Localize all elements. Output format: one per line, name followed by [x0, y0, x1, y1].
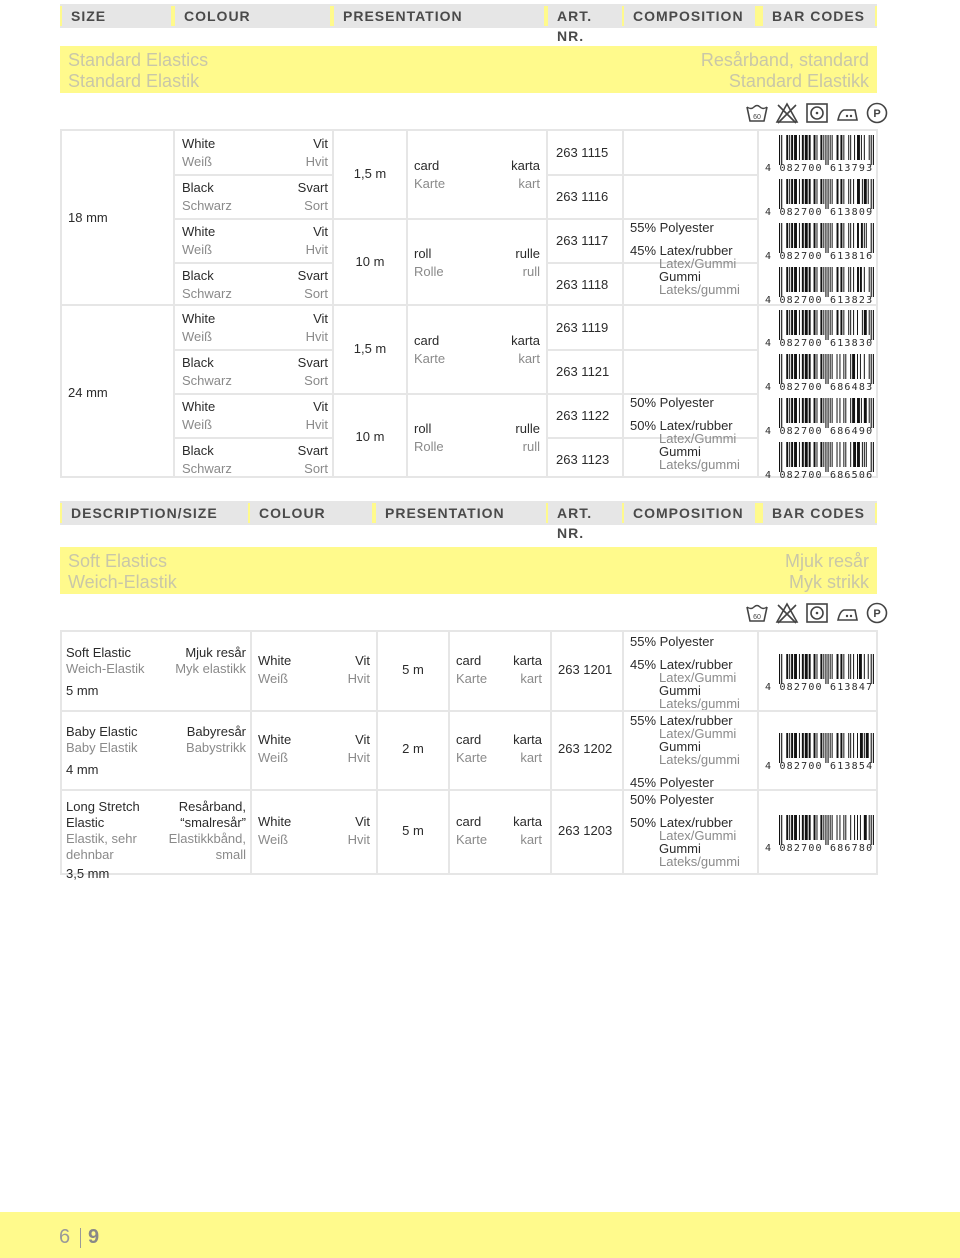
- presentation-en: card: [414, 333, 440, 348]
- header-bar-codes: BAR CODES: [763, 6, 875, 26]
- colour-name-de: Schwarz: [182, 198, 232, 213]
- header-art-nr-2: ART. NR.: [548, 503, 622, 523]
- composition-line: 55% Polyester: [630, 220, 714, 235]
- composition: [630, 793, 740, 868]
- article-number: 263 1201: [558, 661, 613, 677]
- section-title-no: Standard Elastikk: [728, 71, 869, 91]
- composition-line: 50% Polyester: [630, 395, 714, 410]
- composition-line: 55% Latex/rubber: [630, 713, 733, 728]
- colour-name-no: Hvit: [347, 749, 370, 765]
- care-symbols: [745, 102, 889, 124]
- length-label: 1,5 m: [353, 341, 387, 356]
- svg-text:60: 60: [753, 614, 761, 621]
- composition: [630, 396, 740, 471]
- colour-name-no: Hvit: [305, 329, 328, 344]
- composition-line: 45% Polyester: [630, 775, 714, 790]
- article-number: 263 1118: [556, 277, 609, 292]
- composition-line: Gummi: [659, 269, 701, 284]
- presentation-en: card: [456, 652, 482, 668]
- presentation-de: Rolle: [414, 439, 444, 454]
- product-name-en: Baby Elastic: [66, 724, 138, 739]
- colour-name-no: Sort: [304, 198, 328, 213]
- colour-name-de: Weiß: [182, 154, 213, 169]
- colour-name-en: Black: [182, 443, 214, 458]
- wash-60-icon: [745, 602, 769, 624]
- presentation-en: roll: [414, 246, 432, 261]
- presentation-no: kart: [518, 351, 540, 366]
- colour-name-no: Hvit: [347, 670, 370, 686]
- size-label: 3,5 mm: [66, 866, 110, 881]
- svg-text:P: P: [873, 608, 881, 620]
- length-label: 10 m: [355, 254, 385, 269]
- size-label: 24 mm: [68, 385, 108, 400]
- colour-name-sv: Vit: [313, 224, 328, 239]
- product-name-no: small: [215, 847, 246, 862]
- presentation-de: Karte: [456, 670, 488, 686]
- product-name-sv: Babyresår: [186, 724, 246, 739]
- barcode: [765, 135, 875, 175]
- barcode: [765, 398, 875, 438]
- column-divider: [250, 632, 252, 873]
- composition-line: Lateks/gummi: [659, 854, 740, 869]
- header-size: SIZE: [62, 6, 171, 26]
- row-divider: [173, 218, 333, 220]
- column-divider: [550, 632, 552, 873]
- barcode-number: 4 082700 686506: [765, 470, 874, 481]
- page-divider: [80, 1228, 81, 1248]
- page-number-right: 9: [88, 1226, 100, 1248]
- header-presentation-2: PRESENTATION: [376, 503, 546, 523]
- article-number: 263 1123: [556, 452, 610, 467]
- standard-elastics-table: [60, 129, 878, 481]
- composition: [630, 714, 740, 789]
- header-composition: COMPOSITION: [624, 6, 755, 26]
- composition-line: Latex/Gummi: [659, 726, 737, 741]
- article-number: 263 1122: [556, 408, 610, 423]
- section-title-band-2: [60, 547, 877, 594]
- composition-line: Gummi: [659, 683, 701, 698]
- colour-name-de: Schwarz: [182, 461, 232, 476]
- presentation-sv: rulle: [515, 246, 540, 261]
- header-description-size: DESCRIPTION/SIZE: [62, 503, 248, 523]
- barcode-number: 4 082700 613793: [765, 163, 874, 174]
- table-header-2: [60, 501, 877, 541]
- presentation-no: kart: [520, 749, 542, 765]
- product-name-de: Elastik, sehr: [66, 831, 137, 846]
- row-divider: [173, 174, 333, 176]
- section-title-de: Standard Elastik: [68, 71, 200, 91]
- colour-name-de: Schwarz: [182, 286, 232, 301]
- product-name-en: Long Stretch: [66, 799, 140, 814]
- row-divider: [173, 262, 333, 264]
- product-name-no: Babystrikk: [186, 740, 246, 755]
- svg-text:P: P: [873, 108, 881, 120]
- section-title-sv: Resårband, standard: [700, 50, 869, 70]
- tumble-dry-icon: [805, 102, 829, 124]
- colour-name-de: Weiß: [182, 242, 213, 257]
- product-name-sv: Resårband,: [178, 799, 246, 814]
- colour-name-no: Sort: [304, 373, 328, 388]
- product-name-no: Myk elastikk: [175, 661, 246, 676]
- product-name-en: Elastic: [66, 815, 105, 830]
- product-name-en: Soft Elastic: [66, 645, 132, 660]
- barcode-number: 4 082700 613823: [765, 295, 874, 306]
- colour-name-sv: Svart: [297, 443, 328, 458]
- length-label: 1,5 m: [353, 166, 387, 181]
- soft-elastics-table: [60, 630, 878, 881]
- column-divider: [448, 632, 450, 873]
- presentation-no: rull: [522, 439, 540, 454]
- barcode-number: 4 082700 686780: [765, 842, 874, 854]
- colour-name-no: Hvit: [305, 154, 328, 169]
- barcode-number: 4 082700 613809: [765, 207, 874, 218]
- barcode: [765, 442, 875, 482]
- size-label: 18 mm: [68, 210, 108, 225]
- presentation-sv: karta: [513, 652, 542, 668]
- dry-clean-p-icon: [865, 102, 889, 124]
- colour-name-de: Weiß: [258, 749, 289, 765]
- barcode: [765, 354, 875, 394]
- barcode: [765, 223, 875, 263]
- composition-line: 55% Polyester: [630, 634, 714, 649]
- page-footer: [0, 1212, 960, 1258]
- colour-name-sv: Vit: [355, 813, 370, 829]
- presentation-de: Karte: [414, 351, 446, 366]
- colour-name-sv: Vit: [313, 136, 328, 151]
- colour-name-en: Black: [182, 268, 214, 283]
- length-label: 2 m: [402, 740, 424, 756]
- composition-line: Lateks/gummi: [659, 696, 740, 711]
- colour-name-sv: Vit: [355, 652, 370, 668]
- colour-name-en: White: [182, 311, 216, 326]
- colour-name-sv: Svart: [297, 355, 328, 370]
- colour-name-sv: Vit: [313, 399, 328, 414]
- colour-name-sv: Svart: [297, 268, 328, 283]
- presentation-no: kart: [520, 670, 542, 686]
- section-title-no: Myk strikk: [789, 572, 869, 592]
- header-presentation: PRESENTATION: [334, 6, 544, 26]
- colour-name-de: Weiß: [182, 417, 213, 432]
- barcode: [765, 267, 875, 307]
- presentation-sv: karta: [511, 158, 540, 173]
- composition-line: 45% Latex/rubber: [630, 657, 733, 672]
- row-divider: [62, 710, 876, 712]
- row-divider: [546, 349, 758, 351]
- article-number: 263 1119: [556, 320, 609, 335]
- column-divider: [757, 632, 759, 873]
- colour-name-de: Schwarz: [182, 373, 232, 388]
- product-name-de: dehnbar: [66, 847, 114, 862]
- row-divider: [173, 349, 333, 351]
- length-label: 10 m: [355, 429, 385, 444]
- product-name-de: Weich-Elastik: [66, 661, 145, 676]
- column-divider: [622, 632, 624, 873]
- colour-name-en: White: [258, 813, 292, 829]
- composition-line: Latex/Gummi: [659, 431, 737, 446]
- composition-line: Lateks/gummi: [659, 457, 740, 472]
- composition-line: Lateks/gummi: [659, 752, 740, 767]
- care-symbols-2: [745, 602, 889, 624]
- colour-name-en: Black: [182, 180, 214, 195]
- colour-name-sv: Vit: [313, 311, 328, 326]
- composition-line: Latex/Gummi: [659, 828, 737, 843]
- presentation-de: Rolle: [414, 264, 444, 279]
- row-divider: [173, 437, 333, 439]
- presentation-en: roll: [414, 421, 432, 436]
- presentation-de: Karte: [456, 831, 488, 847]
- composition: [630, 221, 740, 296]
- composition-line: Gummi: [659, 841, 701, 856]
- article-number: 263 1115: [556, 145, 609, 160]
- no-bleach-icon: [775, 102, 799, 124]
- row-divider: [332, 393, 548, 395]
- length-label: 5 m: [402, 822, 424, 838]
- tumble-dry-icon: [805, 602, 829, 624]
- product-name-de: Baby Elastik: [66, 740, 138, 755]
- presentation-en: card: [414, 158, 440, 173]
- composition-line: Latex/Gummi: [659, 256, 737, 271]
- composition-line: 45% Latex/rubber: [630, 243, 733, 258]
- product-name-no: Elastikkbånd,: [168, 831, 246, 846]
- barcode: [765, 815, 875, 855]
- row-divider: [173, 393, 333, 395]
- colour-name-no: Sort: [304, 461, 328, 476]
- row-divider: [62, 789, 876, 791]
- composition-line: Latex/Gummi: [659, 670, 737, 685]
- colour-name-de: Weiß: [258, 670, 289, 686]
- colour-name-de: Weiß: [182, 329, 213, 344]
- presentation-de: Karte: [414, 176, 446, 191]
- presentation-de: Karte: [456, 749, 488, 765]
- barcode-number: 4 082700 613816: [765, 251, 874, 262]
- table-header: [60, 4, 877, 44]
- no-bleach-icon: [775, 602, 799, 624]
- section-title-en: Standard Elastics: [68, 50, 209, 70]
- presentation-sv: karta: [513, 813, 542, 829]
- article-number: 263 1121: [556, 364, 610, 379]
- svg-text:60: 60: [753, 114, 761, 121]
- row-divider: [332, 218, 548, 220]
- presentation-sv: karta: [513, 731, 542, 747]
- iron-icon: [835, 102, 859, 124]
- colour-name-en: White: [258, 652, 292, 668]
- composition-line: Gummi: [659, 739, 701, 754]
- section-title-sv: Mjuk resår: [784, 551, 869, 571]
- colour-name-en: White: [182, 399, 216, 414]
- barcode: [765, 310, 875, 350]
- colour-name-de: Weiß: [258, 831, 289, 847]
- product-name-sv: Mjuk resår: [185, 645, 246, 660]
- length-label: 5 m: [402, 661, 424, 677]
- composition: [630, 635, 740, 710]
- composition-line: 50% Latex/rubber: [630, 815, 733, 830]
- iron-icon: [835, 602, 859, 624]
- colour-name-no: Sort: [304, 286, 328, 301]
- barcode-number: 4 082700 686490: [765, 426, 874, 437]
- row-divider: [546, 174, 758, 176]
- article-number: 263 1117: [556, 233, 609, 248]
- size-label: 4 mm: [66, 762, 99, 777]
- presentation-no: kart: [518, 176, 540, 191]
- composition-line: Gummi: [659, 444, 701, 459]
- header-composition-2: COMPOSITION: [624, 503, 755, 523]
- barcode-number: 4 082700 613854: [765, 760, 874, 772]
- presentation-sv: karta: [511, 333, 540, 348]
- header-colour: COLOUR: [175, 6, 330, 26]
- colour-name-en: White: [182, 224, 216, 239]
- header-colour-2: COLOUR: [250, 503, 372, 523]
- group-divider: [62, 304, 876, 306]
- article-number: 263 1116: [556, 189, 609, 204]
- barcode: [765, 179, 875, 219]
- article-number: 263 1203: [558, 822, 613, 838]
- colour-name-en: White: [258, 731, 292, 747]
- colour-name-no: Hvit: [347, 831, 370, 847]
- page-number-left: 6: [59, 1226, 71, 1248]
- presentation-sv: rulle: [515, 421, 540, 436]
- composition-line: 50% Polyester: [630, 792, 714, 807]
- barcode-number: 4 082700 613847: [765, 681, 874, 693]
- colour-name-en: White: [182, 136, 216, 151]
- barcode: [765, 733, 875, 773]
- presentation-en: card: [456, 731, 482, 747]
- colour-name-en: Black: [182, 355, 214, 370]
- section-title-band: [60, 46, 877, 93]
- header-art-nr: ART. NR.: [548, 6, 622, 26]
- barcode: [765, 654, 875, 694]
- composition-line: Lateks/gummi: [659, 282, 740, 297]
- size-label: 5 mm: [66, 683, 99, 698]
- colour-name-no: Hvit: [305, 417, 328, 432]
- colour-name-sv: Svart: [297, 180, 328, 195]
- dry-clean-p-icon: [865, 602, 889, 624]
- presentation-no: kart: [520, 831, 542, 847]
- barcode-number: 4 082700 613830: [765, 338, 874, 349]
- article-number: 263 1202: [558, 740, 613, 756]
- colour-name-no: Hvit: [305, 242, 328, 257]
- composition-line: 50% Latex/rubber: [630, 418, 733, 433]
- presentation-no: rull: [522, 264, 540, 279]
- colour-name-sv: Vit: [355, 731, 370, 747]
- section-title-de: Weich-Elastik: [68, 572, 177, 592]
- wash-60-icon: [745, 102, 769, 124]
- barcode-number: 4 082700 686483: [765, 382, 874, 393]
- presentation-en: card: [456, 813, 482, 829]
- header-bar-codes-2: BAR CODES: [763, 503, 875, 523]
- product-name-sv: “smalresår”: [180, 815, 246, 830]
- section-title-en: Soft Elastics: [68, 551, 168, 571]
